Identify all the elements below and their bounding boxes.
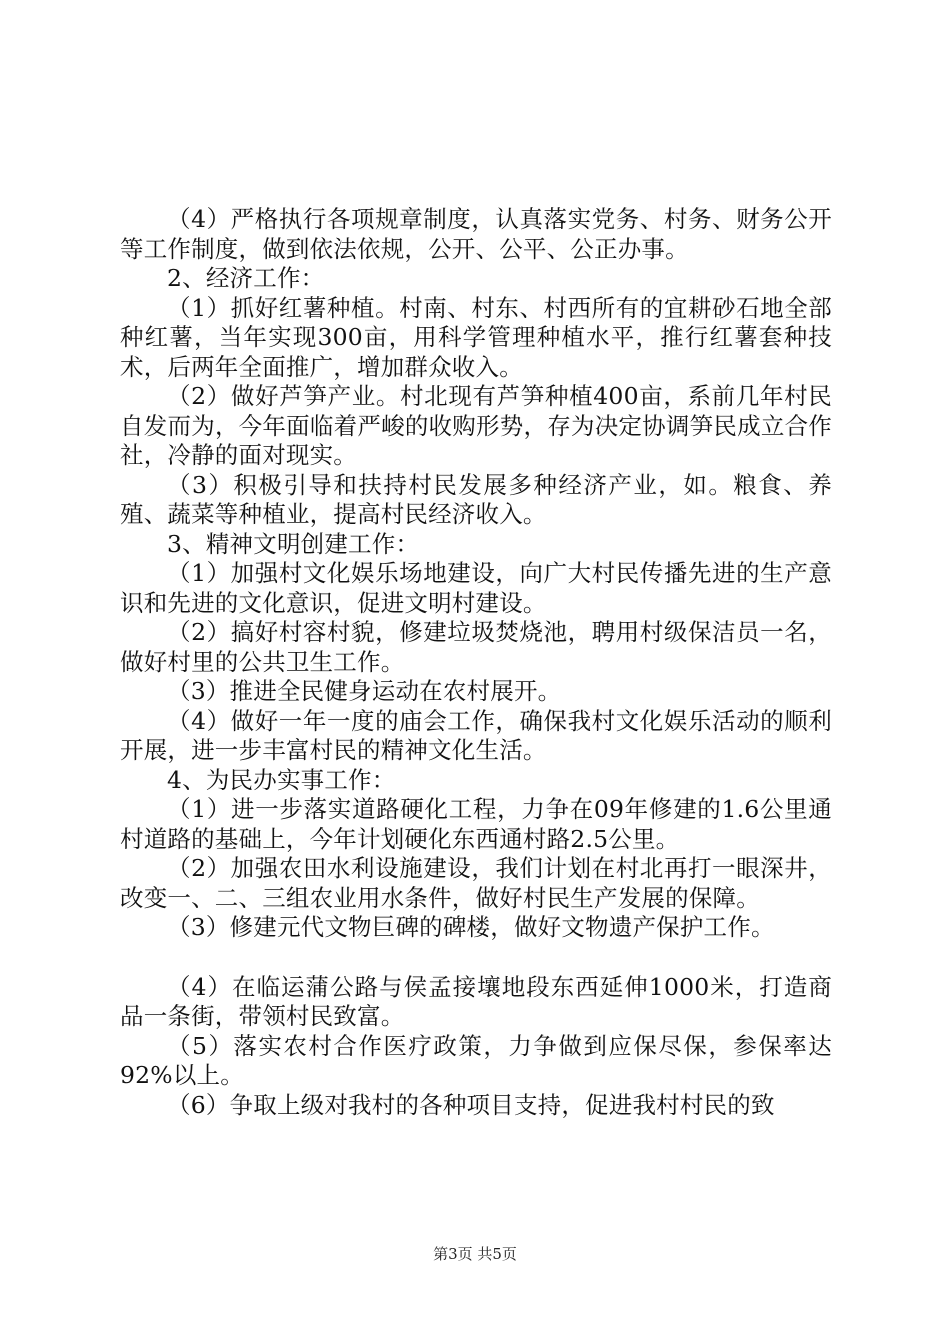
- paragraph-rules-4: （4）严格执行各项规章制度，认真落实党务、村务、财务公开等工作制度，做到依法依规，公开、公平、公正办事。: [120, 205, 832, 263]
- paragraph-practical-4: （4）在临运蒲公路与侯孟接壤地段东西延伸1000米，打造商品一条街，带领村民致富。: [120, 972, 832, 1030]
- paragraph-economic-3: （3）积极引导和扶持村民发展多种经济产业，如。粮食、养殖、蔬菜等种植业，提高村民经济收入。: [120, 470, 832, 528]
- heading-economic-work: 2、经济工作：: [167, 264, 325, 292]
- paragraph-civilization-1: （1）加强村文化娱乐场地建设，向广大村民传播先进的生产意识和先进的文化意识，促进文明村建设。: [120, 559, 832, 617]
- paragraph-economic-2: （2）做好芦笋产业。村北现有芦笋种植400亩，系前几年村民自发而为，今年面临着严峻的收购形势，存为决定协调笋民成立合作社，冷静的面对现实。: [120, 382, 832, 469]
- paragraph-practical-3: （3）修建元代文物巨碑的碑楼，做好文物遗产保护工作。: [167, 913, 775, 941]
- document-body: [120, 205, 832, 1120]
- page-number-footer: 第3页 共5页: [433, 1245, 517, 1263]
- paragraph-practical-1: （1）进一步落实道路硬化工程，力争在09年修建的1.6公里通村道路的基础上，今年计划硬化东西通村路2.5公里。: [120, 795, 832, 853]
- paragraph-civilization-3: （3）推进全民健身运动在农村展开。: [167, 677, 562, 705]
- paragraph-practical-2: （2）加强农田水利设施建设，我们计划在村北再打一眼深井，改变一、二、三组农业用水条件，做好村民生产发展的保障。: [120, 854, 832, 912]
- paragraph-gap: [120, 943, 832, 973]
- paragraph-practical-5: （5）落实农村合作医疗政策，力争做到应保尽保，参保率达92%以上。: [120, 1031, 832, 1089]
- paragraph-civilization-2: （2）搞好村容村貌，修建垃圾焚烧池，聘用村级保洁员一名，做好村里的公共卫生工作。: [120, 618, 832, 676]
- heading-civilization-work: 3、精神文明创建工作：: [167, 529, 420, 558]
- heading-practical-work: 4、为民办实事工作：: [167, 765, 396, 794]
- paragraph-civilization-4: （4）做好一年一度的庙会工作，确保我村文化娱乐活动的顺利开展，进一步丰富村民的精神文化生活。: [120, 706, 832, 764]
- paragraph-economic-1: （1）抓好红薯种植。村南、村东、村西所有的宜耕砂石地全部种红薯，当年实现300亩，用科学管理种植水平，推行红薯套种技术，后两年全面推广，增加群众收入。: [120, 293, 832, 381]
- paragraph-practical-6: （6）争取上级对我村的各种项目支持，促进我村村民的致: [167, 1090, 775, 1119]
